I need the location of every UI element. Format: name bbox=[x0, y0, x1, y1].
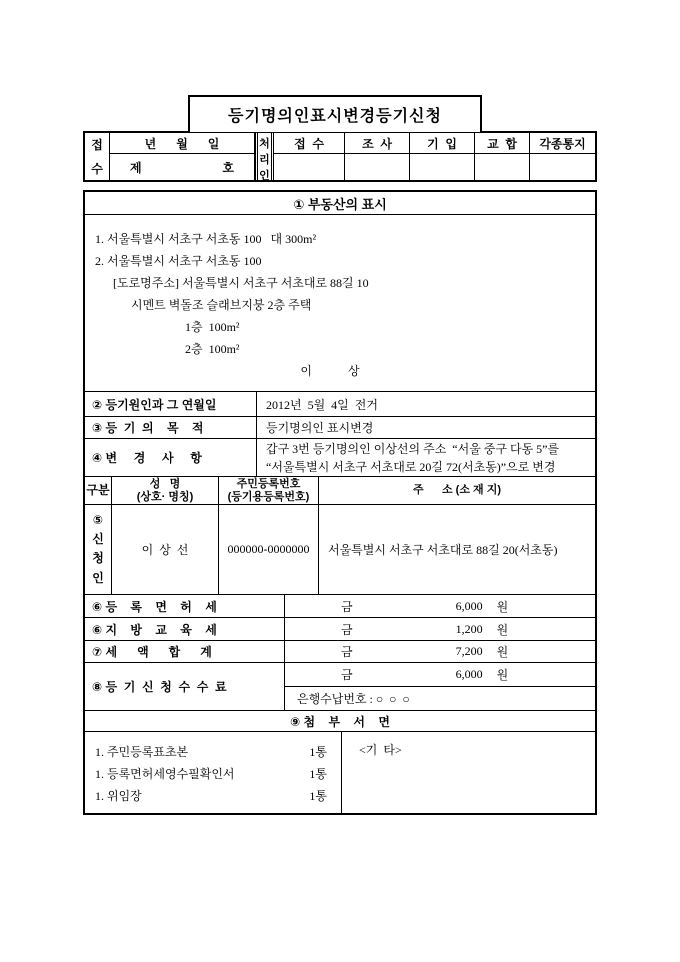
applicant-rrn-header-line2: (등기용등록번호) bbox=[227, 490, 310, 503]
row-change-details bbox=[85, 439, 595, 477]
attachment-item bbox=[95, 785, 327, 807]
property-line-1: 1. 서울특별시 서초구 서초동 100 대 300m² bbox=[95, 232, 317, 246]
form-title: 등기명의인표시변경등기신청 bbox=[188, 95, 482, 132]
attachments-section bbox=[85, 732, 595, 813]
registration-fee-cells bbox=[285, 663, 595, 710]
education-tax-label: ⑥ 지 방 교 육 세 bbox=[85, 618, 285, 640]
currency-prefix: 금 bbox=[341, 668, 353, 682]
receipt-col-gyohap bbox=[475, 133, 530, 180]
registration-fee-amount: 6,000 bbox=[455, 667, 483, 681]
currency-prefix: 금 bbox=[341, 622, 353, 637]
receipt-char-2: 수 bbox=[91, 162, 103, 176]
currency-unit: 원 bbox=[496, 645, 509, 659]
processor-char-3: 인 bbox=[259, 170, 270, 182]
applicant-name-header-line1: 성 명 bbox=[149, 477, 181, 490]
attachments-list bbox=[85, 732, 342, 813]
applicant-rrn: 000000-0000000 bbox=[219, 505, 319, 594]
attachment-count: 1통 bbox=[309, 745, 327, 759]
applicant-name: 이 상 선 bbox=[112, 505, 219, 594]
property-line-4: 시멘트 벽돌조 슬래브지붕 2층 주택 bbox=[95, 298, 312, 312]
property-line-6: 2층 100m² bbox=[95, 342, 240, 356]
education-tax-amount: 1,200 bbox=[455, 621, 483, 636]
row-registration-purpose bbox=[85, 417, 595, 439]
applicant-address: 서울특별시 서초구 서초대로 88길 20(서초동) bbox=[328, 543, 558, 557]
receipt-date-label: 년 월 일 bbox=[110, 133, 254, 154]
tax-total-value bbox=[285, 641, 595, 662]
section1-header: ① 부동산의 표시 bbox=[85, 192, 595, 215]
receipt-col-giip-label: 기 입 bbox=[410, 133, 474, 154]
receipt-col-jeopsu-cell bbox=[274, 154, 344, 180]
applicant-type-char-2: 신 bbox=[92, 531, 104, 546]
receipt-col-jeopsu-label: 접 수 bbox=[274, 133, 344, 154]
receipt-col-notices bbox=[530, 133, 595, 180]
receipt-col-gyohap-label: 교 합 bbox=[475, 133, 529, 154]
receipt-no-left: 제 bbox=[130, 160, 142, 175]
applicant-row bbox=[85, 505, 595, 595]
processor-char-1: 처 bbox=[259, 138, 270, 150]
applicant-name-header-line2: (상호· 명칭) bbox=[136, 490, 194, 503]
bank-receipt-number: 은행수납번호 : ○ ○ ○ bbox=[297, 692, 410, 706]
license-tax-value bbox=[285, 595, 595, 617]
receipt-col-josa-cell bbox=[345, 154, 409, 180]
processor-char-2: 리 bbox=[259, 154, 270, 166]
attachment-count: 1통 bbox=[309, 767, 327, 781]
attachments-header: ⑨ 첨 부 서 면 bbox=[85, 711, 595, 732]
change-details-line-1: 갑구 3번 등기명의인 이상선의 주소 “서울 중구 다동 5”를 bbox=[266, 441, 560, 456]
change-details-line-2: “서울특별시 서초구 서초대로 20길 72(서초동)”으로 변경 bbox=[266, 459, 556, 474]
applicant-address-header: 주 소 (소 재 지) bbox=[413, 484, 501, 496]
applicant-name-header bbox=[112, 477, 219, 504]
receipt-date-cell bbox=[110, 133, 255, 180]
row-license-tax bbox=[85, 595, 595, 618]
applicant-rrn-header bbox=[219, 477, 319, 504]
receipt-stamp-column bbox=[85, 133, 110, 180]
applicant-type-header: 구분 bbox=[85, 477, 112, 504]
attachment-name: 1. 주민등록표초본 bbox=[95, 745, 189, 759]
applicant-table-header bbox=[85, 477, 595, 505]
currency-prefix: 금 bbox=[341, 599, 353, 614]
receipt-processing-table bbox=[83, 131, 597, 182]
currency-unit: 원 bbox=[496, 622, 509, 637]
property-line-2: 2. 서울특별시 서초구 서초동 100 bbox=[95, 254, 262, 268]
receipt-col-josa bbox=[345, 133, 410, 180]
property-line-5: 1층 100m² bbox=[95, 320, 240, 334]
license-tax-label: ⑥ 등 록 면 허 세 bbox=[85, 595, 285, 617]
currency-prefix: 금 bbox=[341, 645, 353, 659]
registration-fee-amount-cell bbox=[285, 663, 595, 687]
registration-purpose-value: 등기명의인 표시변경 bbox=[266, 421, 374, 435]
applicant-rrn-header-line1: 주민등록번호 bbox=[236, 477, 301, 490]
attachment-item bbox=[95, 763, 327, 785]
education-tax-value bbox=[285, 618, 595, 640]
change-details-value bbox=[257, 439, 595, 476]
property-closing: 이 상 bbox=[300, 364, 360, 378]
receipt-col-jeopsu bbox=[274, 133, 345, 180]
attachment-name: 1. 위임장 bbox=[95, 789, 142, 803]
registration-cause-value: 2012년 5월 4일 전거 bbox=[266, 397, 378, 412]
receipt-col-gyohap-cell bbox=[475, 154, 529, 180]
attachments-etc: <기 타> bbox=[359, 743, 402, 757]
registration-purpose-label: ③ 등 기 의 목 적 bbox=[85, 417, 257, 438]
receipt-col-notices-label: 각종통지 bbox=[530, 133, 595, 154]
receipt-char-1: 접 bbox=[91, 138, 103, 152]
applicant-type-char-4: 인 bbox=[92, 571, 104, 586]
change-details-label: ④ 변 경 사 항 bbox=[85, 439, 257, 476]
receipt-col-notices-cell bbox=[530, 154, 595, 180]
tax-total-amount: 7,200 bbox=[455, 644, 483, 658]
receipt-col-giip bbox=[410, 133, 475, 180]
processor-column bbox=[255, 133, 274, 180]
property-line-3: [도로명주소] 서울특별시 서초구 서초대로 88길 10 bbox=[95, 276, 369, 290]
attachment-name: 1. 등록면허세영수필확인서 bbox=[95, 767, 235, 781]
currency-unit: 원 bbox=[496, 599, 509, 614]
tax-total-label: ⑦ 세 액 합 계 bbox=[85, 641, 285, 662]
receipt-col-giip-cell bbox=[410, 154, 474, 180]
receipt-no-right: 호 bbox=[222, 160, 234, 175]
row-tax-total bbox=[85, 641, 595, 663]
applicant-type-cell bbox=[85, 505, 112, 594]
attachment-count: 1통 bbox=[309, 789, 327, 803]
registration-cause-label: ② 등기원인과 그 연월일 bbox=[85, 392, 257, 416]
row-registration-fee bbox=[85, 663, 595, 711]
applicant-type-char-3: 청 bbox=[92, 551, 104, 566]
property-description bbox=[85, 215, 595, 392]
form-body-table bbox=[83, 190, 597, 815]
receipt-col-josa-label: 조 사 bbox=[345, 133, 409, 154]
license-tax-amount: 6,000 bbox=[455, 598, 483, 613]
receipt-number-cell bbox=[110, 154, 254, 180]
row-education-tax bbox=[85, 618, 595, 641]
currency-unit: 원 bbox=[496, 668, 509, 682]
registration-fee-label: ⑧ 등 기 신 청 수 수 료 bbox=[85, 663, 285, 710]
row-registration-cause bbox=[85, 392, 595, 417]
attachment-item bbox=[95, 741, 327, 763]
applicant-type-char-1: ⑤ bbox=[92, 512, 104, 527]
